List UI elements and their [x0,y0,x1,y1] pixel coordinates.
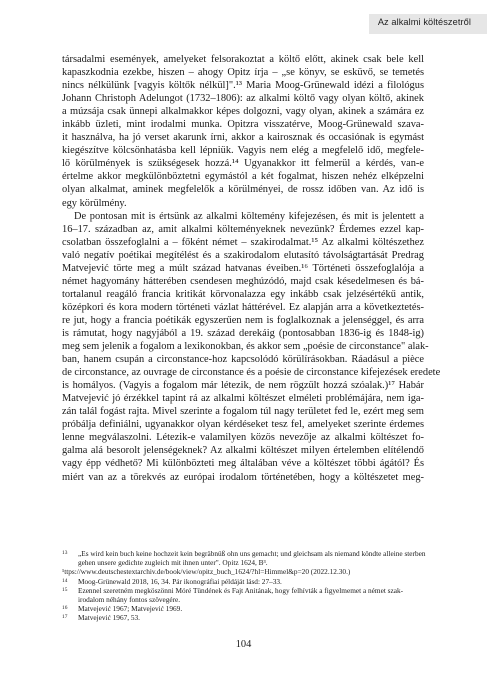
text-line: De pontosan mit is értsünk az alkalmi költemény kifejezésen, és mit is jelentett a [74,210,424,222]
footnote-url-line [62,567,424,576]
text-line: német hagyomány hátterében csendesen meghúzódó, majd csak késedelmesen és bá- [62,275,424,287]
text-line: it használva, ha jó verset akarunk írni, akkor a kairosznak és occasiónak is egymást [62,132,424,144]
text-line: is rámutat, hogy nagyjából a 19. század derekáig (pontosabban 1836-ig és 1848-ig) [62,327,424,339]
footnote-text: gehen unsere gedichte zugleich mit ihnen unter". Opitz 1624, B³. [78,558,268,568]
text-line: 16–17. században az, amit alkalmi költeményeknek nevezünk? Érdemes ezzel kap- [62,223,424,235]
text-line: Matvejević jó érzékkel tapint rá az alkalmi költészet elméleti problémájára, nem iga- [62,393,424,405]
footnote-text: irodalom néhány fontos szövegére. [78,595,181,605]
text-line: ban, hanem csupán a circonstance-hoz kapcsolódó körülírásokban. Ráadásul a pièce [62,354,424,366]
text-line: való negatív poétikai megítélést és a szakirodalom elutasító távolságtartását Predrag [62,249,424,261]
footnote-number: 15 [62,586,68,593]
footnote-continuation [62,595,424,604]
text-line: lenne megválaszolni. Létezik-e valamilyen közös nevezője az alkalmi költészet fo- [62,432,424,444]
text-line: meg sem jelenik a fogalom a lexikonokban, és akkor sem „poésie de circonstance" alak- [62,341,429,353]
text-line: a múzsája csak ünnepi alkalmakkor képes dolgozni, vagy olyan, akinek a számára ez [62,106,424,118]
text-line: próbálja definiálni, ugyanakkor olyan kérdéseket tesz fel, amelyeket szerinte érdemes [62,419,424,431]
text-line: zán talál fogást rajta. Mivel szerinte a fogalom túl nagy területet fed le, ezért meg sem [62,406,424,418]
running-header-title: Az alkalmi költészetről [377,17,471,27]
page-number: 104 [235,639,252,650]
text-line: kapaszkodnia ezekbe, hiszen – ahogy Opitz írja – „se könyv, se esküvő, se temetés [62,67,424,79]
body-text [62,53,441,484]
text-line: galma alá besorolt jelenségeknek? Az alkalmi költészet milyen értelemben elítélendő [62,445,424,457]
text-line: egy körülmény. [62,197,127,209]
text-line: vagy épp védhető? Mi különbözteti meg általában véve a költészet többi ágától? És [62,458,424,470]
footnote-number: 17 [62,614,68,621]
footnote-number: 16 [62,605,68,612]
text-line: értelme akkor megkülönböztetni egymástól a két fogalmat, hiszen nehéz elképzelni [62,171,424,183]
footnote [62,577,424,586]
footnote [62,604,424,613]
footnote [62,613,424,622]
footnote-text: Moog-Grünewald 2018, 16, 34. Pár ikonográfiai példáját lásd: 27–33. [78,576,282,586]
footnote-url[interactable]: ¹ttps://www.deutschestextarchiv.de/book/view/opitz_buch_1624/?hl=Himmel&p=20 (2022.12.30.) [62,567,351,577]
text-line: lő körülmények is szükségesek hozzá.¹⁴ Ugyanakkor itt felmerül a kérdés, van-e [62,158,424,170]
footnote-text: „Es wird kein buch keine hochzeit kein begräbnüß ohn uns gemacht; und gleichsam als niemand köndte alleine sterben [78,549,426,558]
footnote-continuation [62,558,424,567]
footnote-text: Matvejević 1967, 53. [78,613,141,623]
text-line: miért van az a törekvés az európai irodalom történetében, hogy a költészetet meg- [62,471,424,483]
footnote [62,586,424,595]
footnotes [62,549,424,623]
text-line: de circonstance, az ouvrage de circonstance és a poésie de circonstance kifejezések eredete [62,367,441,379]
footnote-number: 14 [62,577,68,584]
text-line: is homályos. (Vagyis a fogalom már létezik, de nem rögzült hozzá szóalak.)¹⁷ Habár [62,380,424,392]
text-line: Matvejević törte meg a múlt század hatvanas éveiben.¹⁶ Történeti összefoglalója a [62,262,424,274]
footnote [62,549,424,558]
footnote-text: Matvejević 1967; Matvejević 1969. [78,604,183,614]
text-line: tortalanul reagáló francia kritikát körvonalazza egy inkább csak jelzésértékű antik, [62,288,424,300]
text-line: olyan alkalmat, aminek megfelelők a körülményei, de rossz időben van. Az idő is [62,184,424,196]
text-line: nincs nélkülünk [vagyis költők nélkül]".¹³ Maria Moog-Grünewald idézi a filológus [62,80,424,92]
text-line: középkori és kora modern történeti vázlat háttérével. Ez alapján arra a következtetés- [62,301,424,313]
text-line: Johann Christoph Adelungot (1732–1806): az alkalmi költő vagy olyan költő, akinek [62,93,424,105]
text-line: kiegészítve kölcsönhatásba kell lépniük. Vagyis nem elég a megfelelő idő, megfele- [62,145,424,157]
text-line: re jut, hogy a francia poétikák egyszerűen nem is foglalkoznak a jelenséggel, és arra [62,314,424,326]
text-line: inkább üzleti, mint irodalmi munka. Opitzra visszatérve, Moog-Grünewald szava- [62,119,424,131]
text-line: csolatban összefoglalni a – főként német – szakirodalmat.¹⁵ Az alkalmi költészethez [62,236,424,248]
footnote-number: 13 [62,550,68,556]
footnote-text: Ezennel szeretném megköszönni Móré Tündének és Fajt Anitának, hogy felhívták a figyelmemet a német szak- [78,585,404,595]
text-line: társadalmi események, amelyeket felsorakoztat a költő előtt, akinek csak bele kell [62,54,424,65]
